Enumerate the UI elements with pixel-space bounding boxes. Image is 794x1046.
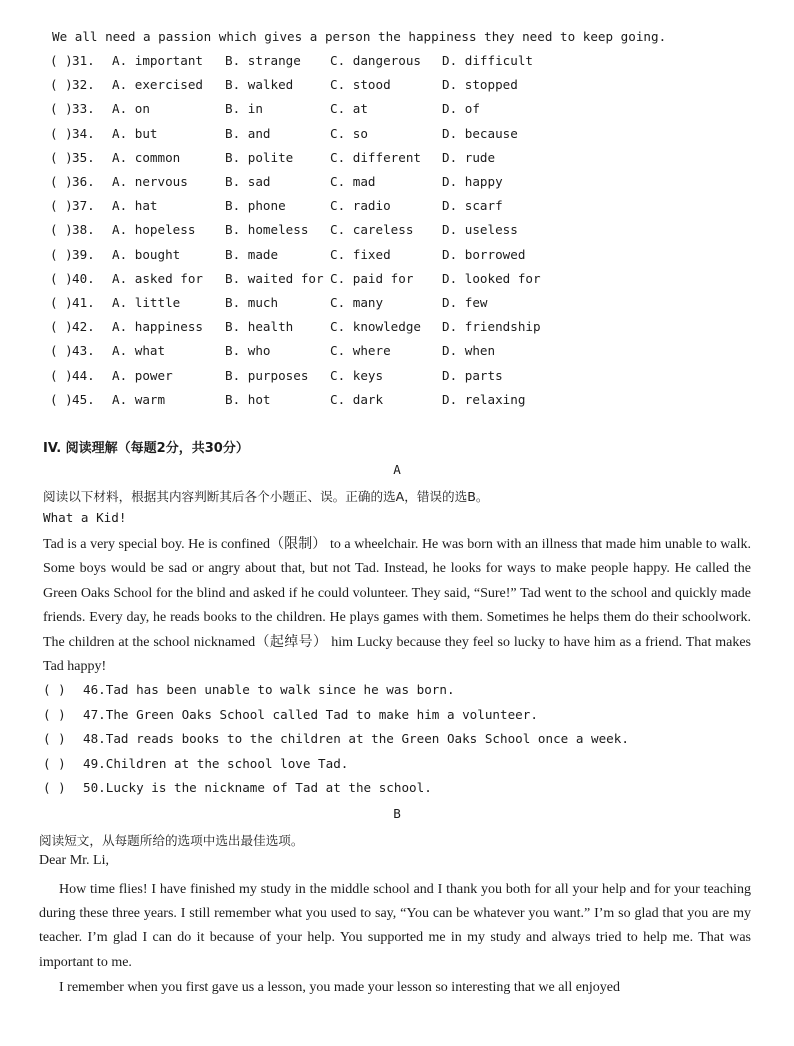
letter-paragraph-2: I remember when you first gave us a lesson, you made your lesson so interesting that we all enjoyed <box>59 980 621 995</box>
answer-blank[interactable]: ( ) <box>50 77 73 93</box>
option-b: B. waited for <box>225 270 324 286</box>
option-b: B. health <box>225 319 294 335</box>
answer-blank[interactable]: ( ) <box>50 270 73 286</box>
option-c: C. paid for <box>330 270 414 286</box>
option-d: D. scarf <box>442 198 503 214</box>
option-b: B. walked <box>225 77 294 93</box>
option-d: D. looked for <box>442 270 541 286</box>
part-b-instruction: 阅读短文，从每题所给的选项中选出最佳选项。 <box>39 833 304 848</box>
option-b: B. purposes <box>225 367 309 383</box>
answer-blank[interactable]: ( ) <box>50 101 73 117</box>
option-c: C. stood <box>330 77 391 93</box>
option-b: B. polite <box>225 149 294 165</box>
answer-blank[interactable]: ( ) <box>50 174 73 189</box>
question-number: 39. <box>72 246 95 262</box>
answer-blank[interactable]: ( ) <box>43 706 66 722</box>
option-c: C. many <box>330 295 384 310</box>
option-d: D. of <box>442 101 480 117</box>
option-c: C. so <box>330 125 368 141</box>
question-number: 36. <box>72 174 95 189</box>
option-c: C. careless <box>330 222 414 238</box>
option-a: A. asked for <box>112 270 203 286</box>
answer-blank[interactable]: ( ) <box>50 367 73 383</box>
option-d: D. because <box>442 125 518 141</box>
option-a: A. hat <box>112 198 158 214</box>
option-a: A. what <box>112 343 166 359</box>
question-number: 32. <box>72 77 95 93</box>
option-a: A. little <box>112 295 181 310</box>
part-a-instruction: 阅读以下材料，根据其内容判断其后各个小题正、误。正确的选A，错误的选B。 <box>43 489 489 504</box>
option-b: B. sad <box>225 174 271 189</box>
answer-blank[interactable]: ( ) <box>43 755 66 771</box>
option-d: D. parts <box>442 367 503 383</box>
question-text: 50.Lucky is the nickname of Tad at the school. <box>83 780 432 796</box>
option-c: C. where <box>330 343 391 359</box>
answer-blank[interactable]: ( ) <box>50 53 73 68</box>
option-a: A. hopeless <box>112 222 196 238</box>
answer-blank[interactable]: ( ) <box>50 391 73 407</box>
option-d: D. friendship <box>442 319 541 335</box>
option-a: A. important <box>112 53 203 68</box>
question-number: 37. <box>72 198 95 214</box>
question-number: 43. <box>72 343 95 359</box>
option-b: B. in <box>225 101 263 117</box>
question-number: 35. <box>72 149 95 165</box>
option-c: C. knowledge <box>330 319 421 335</box>
answer-blank[interactable]: ( ) <box>50 198 73 214</box>
letter-paragraph-1: How time flies! I have finished my study in the middle school and I thank you both for all your help and for your teaching during these three years. I still remember what you used to say, “You can be whatever you want.” I’m so glad that you are my teacher. I’m glad I can do it because of your help. You supported me in my study and always tried to help me. That was important to me. <box>39 882 751 970</box>
question-number: 44. <box>72 367 95 383</box>
option-d: D. stopped <box>442 77 518 93</box>
question-number: 31. <box>72 53 95 68</box>
option-b: B. homeless <box>225 222 309 238</box>
option-d: D. when <box>442 343 496 359</box>
answer-blank[interactable]: ( ) <box>50 222 73 238</box>
answer-blank[interactable]: ( ) <box>50 319 73 335</box>
answer-blank[interactable]: ( ) <box>50 149 73 165</box>
option-b: B. made <box>225 246 279 262</box>
option-a: A. but <box>112 125 158 141</box>
answer-blank[interactable]: ( ) <box>43 780 66 796</box>
option-d: D. difficult <box>442 53 533 68</box>
question-number: 40. <box>72 270 95 286</box>
option-c: C. fixed <box>330 246 391 262</box>
question-number: 33. <box>72 101 95 117</box>
option-a: A. on <box>112 101 150 117</box>
answer-blank[interactable]: ( ) <box>43 731 66 747</box>
option-b: B. hot <box>225 391 271 407</box>
option-a: A. happiness <box>112 319 203 335</box>
option-a: A. warm <box>112 391 166 407</box>
option-a: A. power <box>112 367 173 383</box>
answer-blank[interactable]: ( ) <box>50 246 73 262</box>
option-d: D. useless <box>442 222 518 238</box>
answer-blank[interactable]: ( ) <box>43 682 66 697</box>
option-c: C. different <box>330 149 421 165</box>
option-c: C. keys <box>330 367 384 383</box>
option-b: B. much <box>225 295 279 310</box>
option-a: A. nervous <box>112 174 188 189</box>
answer-blank[interactable]: ( ) <box>50 295 73 310</box>
cloze-intro-line: We all need a passion which gives a person the happiness they need to keep going. <box>52 29 667 44</box>
option-b: B. and <box>225 125 271 141</box>
question-text: 49.Children at the school love Tad. <box>83 755 349 771</box>
passage-a-text: Tad is a very special boy. He is confined（限制） to a wheelchair. He was born with an illness that made him unable to walk. Some boys would be sad or angry about that, but not Tad. Instead, he looks for ways to make people happy. He called the Green Oaks School for the blind and asked if he could volunteer. They said, “Sure!” Tad went to the school and quickly made friends. Every day, he reads books to the children. He plays games with them. Sometimes he helps them do their schoolwork. The children at the school nicknamed（起绰号） him Lucky because they feel so lucky to have him as a friend. That makes Tad happy! <box>43 537 751 675</box>
option-b: B. who <box>225 343 271 359</box>
option-b: B. strange <box>225 53 301 68</box>
answer-blank[interactable]: ( ) <box>50 125 73 141</box>
option-c: C. radio <box>330 198 391 214</box>
question-number: 41. <box>72 295 95 310</box>
option-a: A. common <box>112 149 181 165</box>
option-d: D. relaxing <box>442 391 526 407</box>
part-a-label: A <box>393 462 401 477</box>
question-number: 34. <box>72 125 95 141</box>
option-c: C. dangerous <box>330 53 421 68</box>
question-text: 47.The Green Oaks School called Tad to make him a volunteer. <box>83 706 538 722</box>
letter-salutation: Dear Mr. Li, <box>39 853 109 868</box>
option-a: A. exercised <box>112 77 203 93</box>
question-number: 42. <box>72 319 95 335</box>
question-number: 45. <box>72 391 95 407</box>
option-d: D. rude <box>442 149 496 165</box>
option-d: D. borrowed <box>442 246 526 262</box>
answer-blank[interactable]: ( ) <box>50 343 73 359</box>
option-d: D. happy <box>442 174 503 189</box>
passage-title: What a Kid! <box>43 510 127 525</box>
option-c: C. at <box>330 101 368 117</box>
question-number: 38. <box>72 222 95 238</box>
option-d: D. few <box>442 295 488 310</box>
part-b-label: B <box>393 806 401 821</box>
option-a: A. bought <box>112 246 181 262</box>
option-c: C. mad <box>330 174 376 189</box>
option-c: C. dark <box>330 391 384 407</box>
question-text: 48.Tad reads books to the children at the Green Oaks School once a week. <box>83 731 629 747</box>
option-b: B. phone <box>225 198 286 214</box>
question-text: 46.Tad has been unable to walk since he was born. <box>83 682 455 697</box>
section-iv-heading: IV. 阅读理解（每题2分，共30分） <box>43 441 249 456</box>
